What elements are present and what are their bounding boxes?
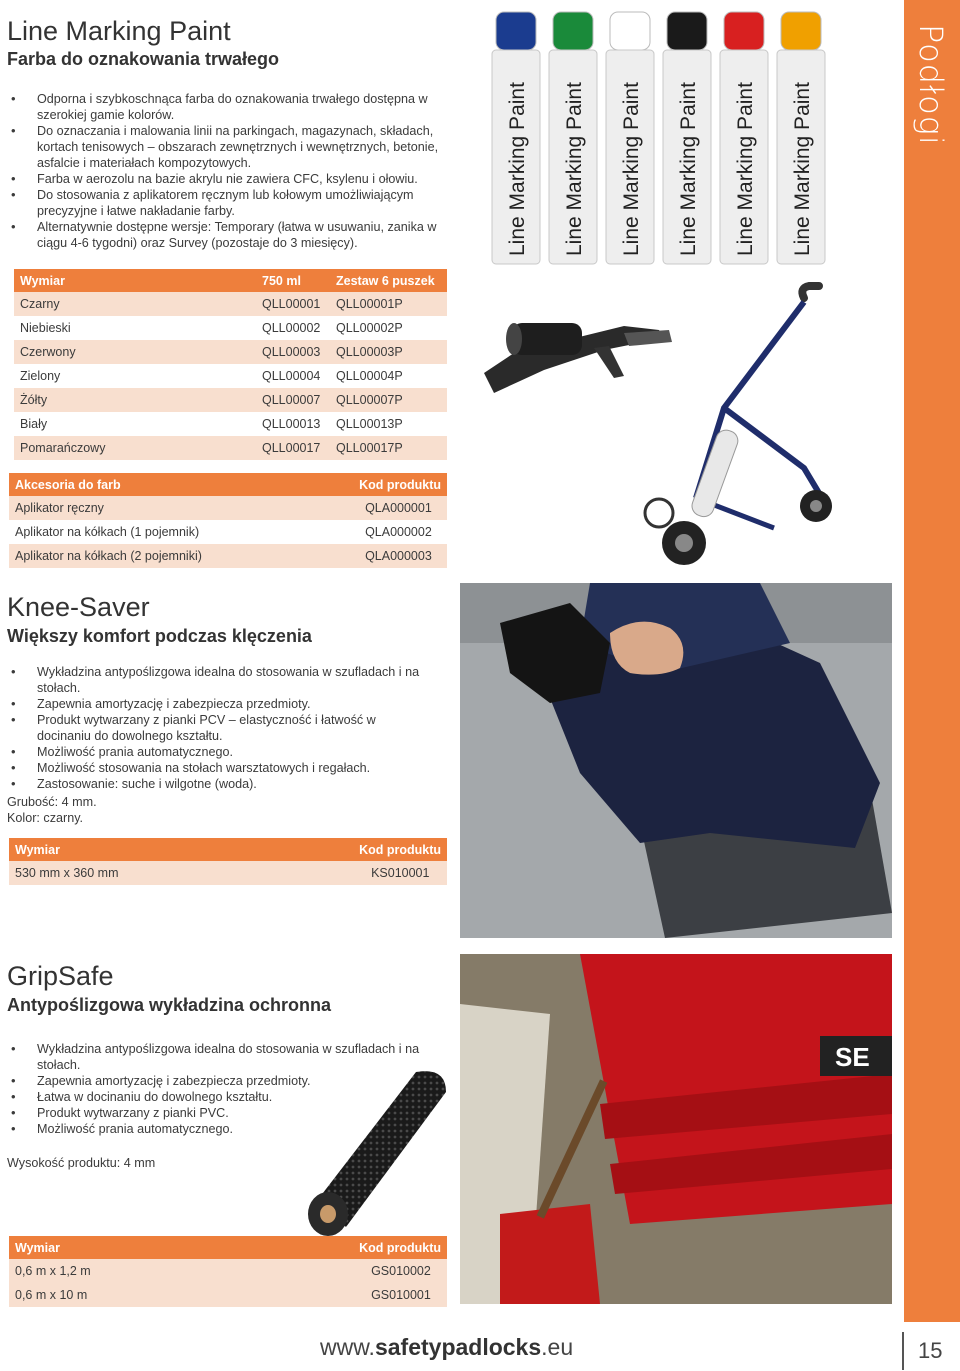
table-row [9,1283,447,1307]
col-header: Zestaw 6 puszek [330,269,447,292]
cell-code: QLL00002 [230,316,330,340]
col-header: Wymiar [9,838,353,861]
cell-color: Czerwony [14,340,230,364]
cell-name: Aplikator na kółkach (2 pojemniki) [9,544,353,568]
feature-item: • Możliwość prania automatycznego. [7,1121,427,1137]
table-row [9,544,447,568]
knee-thickness: Grubość: 4 mm. [7,795,97,809]
knee-color: Kolor: czarny. [7,811,84,825]
cell-set-code: QLL00001P [330,292,447,316]
cell-color: Pomarańczowy [14,436,230,460]
wheeled-applicator-icon [645,286,832,565]
col-header: Kod produktu [353,1236,447,1259]
knee-codes-table [9,838,447,885]
cell-size: 530 mm x 360 mm [9,861,353,885]
cell-code: QLL00003 [230,340,330,364]
spray-can-icon [606,12,654,264]
cell-code: QLL00001 [230,292,330,316]
knee-saver-photo [460,583,892,938]
cell-size: 0,6 m x 1,2 m [9,1259,353,1283]
cell-code: QLA000003 [353,544,447,568]
knee-title: Knee-Saver [7,592,150,622]
paint-features [7,91,447,251]
url-main: safetypadlocks [374,1334,542,1360]
feature-item: • Możliwość prania automatycznego. [7,744,462,760]
feature-item: • Do oznaczania i malowania linii na parkingach, magazynach, składach, kortach tenisowych – obszarach zewnętrznych i wewnętrznych, betonie, asfalcie i materiałach kompozytowych. [7,123,447,171]
feature-item: • Produkt wytwarzany z pianki PCV – elastyczność i łatwość w docinaniu do dowolnego kształtu. [7,712,462,744]
cell-color: Biały [14,412,230,436]
svg-text:Line Marking Paint: Line Marking Paint [677,82,700,256]
feature-item: • Zastosowanie: suche i wilgotne (woda). [7,776,462,792]
knee-features [7,664,462,792]
cell-code: GS010002 [353,1259,447,1283]
url-suffix: .eu [541,1334,574,1360]
feature-item: • Zapewnia amortyzację i zabezpiecza przedmioty. [7,1073,427,1089]
cell-code: QLL00007 [230,388,330,412]
col-header: 750 ml [230,269,330,292]
grip-height: Wysokość produktu: 4 mm [7,1156,156,1170]
table-row [14,436,447,460]
footer-website-link[interactable] [320,1334,573,1361]
svg-text:Line Marking Paint: Line Marking Paint [791,82,814,256]
feature-item: • Alternatywnie dostępne wersje: Temporary (łatwa w usuwaniu, zanika w ciągu 4-6 tygodni) oraz Survey (pozostaje do 3 miesięcy). [7,219,447,251]
cell-name: Aplikator ręczny [9,496,353,520]
grip-subtitle: Antypoślizgowa wykładzina ochronna [7,995,332,1015]
table-row [14,388,447,412]
cell-size: 0,6 m x 10 m [9,1283,353,1307]
cell-color: Zielony [14,364,230,388]
cell-code: QLA000002 [353,520,447,544]
table-row [9,861,447,885]
feature-item: • Farba w aerozolu na bazie akrylu nie zawiera CFC, ksylenu i ołowiu. [7,171,447,187]
cell-code: GS010001 [353,1283,447,1307]
cell-code: QLL00013 [230,412,330,436]
table-row [14,292,447,316]
cell-set-code: QLL00002P [330,316,447,340]
cell-set-code: QLL00004P [330,364,447,388]
hand-applicator-icon [484,323,672,393]
paint-title: Line Marking Paint [7,16,231,46]
toolbox-photo [460,954,892,1304]
cell-code: KS010001 [353,861,447,885]
table-row [14,340,447,364]
cell-code: QLL00017 [230,436,330,460]
section-sidebar [904,0,960,1322]
knee-subtitle: Większy komfort podczas klęczenia [7,626,312,646]
spray-can-icon [549,12,597,264]
spray-can-icon [492,12,540,264]
page-number: 15 [918,1338,943,1363]
spray-can-icon [663,12,711,264]
feature-item: • Wykładzina antypoślizgowa idealna do stosowania w szufladach i na stołach. [7,1041,427,1073]
paint-subtitle: Farba do oznakowania trwałego [7,49,280,69]
section-label: Podłogi [912,24,950,146]
col-header: Kod produktu [353,473,447,496]
cell-code: QLL00004 [230,364,330,388]
svg-text:Line Marking Paint: Line Marking Paint [734,82,757,256]
cell-color: Żółty [14,388,230,412]
url-prefix: www. [320,1334,375,1360]
paint-codes-table [14,269,447,460]
svg-text:Line Marking Paint: Line Marking Paint [563,82,586,256]
table-row [9,496,447,520]
cell-color: Niebieski [14,316,230,340]
table-row [14,412,447,436]
grip-title: GripSafe [7,961,114,991]
feature-item: • Produkt wytwarzany z pianki PVC. [7,1105,427,1121]
feature-item: • Zapewnia amortyzację i zabezpiecza przedmioty. [7,696,462,712]
cell-name: Aplikator na kółkach (1 pojemnik) [9,520,353,544]
feature-item: • Wykładzina antypoślizgowa idealna do stosowania w szufladach i na stołach. [7,664,462,696]
applicators-image [474,278,898,576]
feature-item: • Do stosowania z aplikatorem ręcznym lub kołowym umożliwiającym precyzyjne i łatwe nakładanie farby. [7,187,447,219]
svg-text:Line Marking Paint: Line Marking Paint [506,82,529,256]
table-row [14,364,447,388]
svg-text:Line Marking Paint: Line Marking Paint [620,82,643,256]
grip-codes-table [9,1236,447,1307]
feature-item: • Odporna i szybkoschnąca farba do oznakowania trwałego dostępna w szerokiej gamie kolorów. [7,91,447,123]
spray-can-icon [777,12,825,264]
toolbox-brand-text: SE [835,1042,870,1072]
footer-divider [902,1332,904,1370]
col-header: Akcesoria do farb [9,473,353,496]
col-header: Kod produktu [353,838,447,861]
table-row [14,316,447,340]
cell-color: Czarny [14,292,230,316]
feature-item: • Łatwa w docinaniu do dowolnego kształtu. [7,1089,427,1105]
col-header: Wymiar [14,269,230,292]
accessories-table [9,473,447,568]
gripsafe-roll-image [296,1062,456,1242]
cell-set-code: QLL00003P [330,340,447,364]
table-row [9,520,447,544]
spray-cans-image [478,8,896,270]
cell-set-code: QLL00013P [330,412,447,436]
feature-item: • Możliwość stosowania na stołach warsztatowych i regałach. [7,760,462,776]
spray-can-icon [720,12,768,264]
cell-set-code: QLL00017P [330,436,447,460]
table-row [9,1259,447,1283]
col-header: Wymiar [9,1236,353,1259]
cell-code: QLA000001 [353,496,447,520]
cell-set-code: QLL00007P [330,388,447,412]
